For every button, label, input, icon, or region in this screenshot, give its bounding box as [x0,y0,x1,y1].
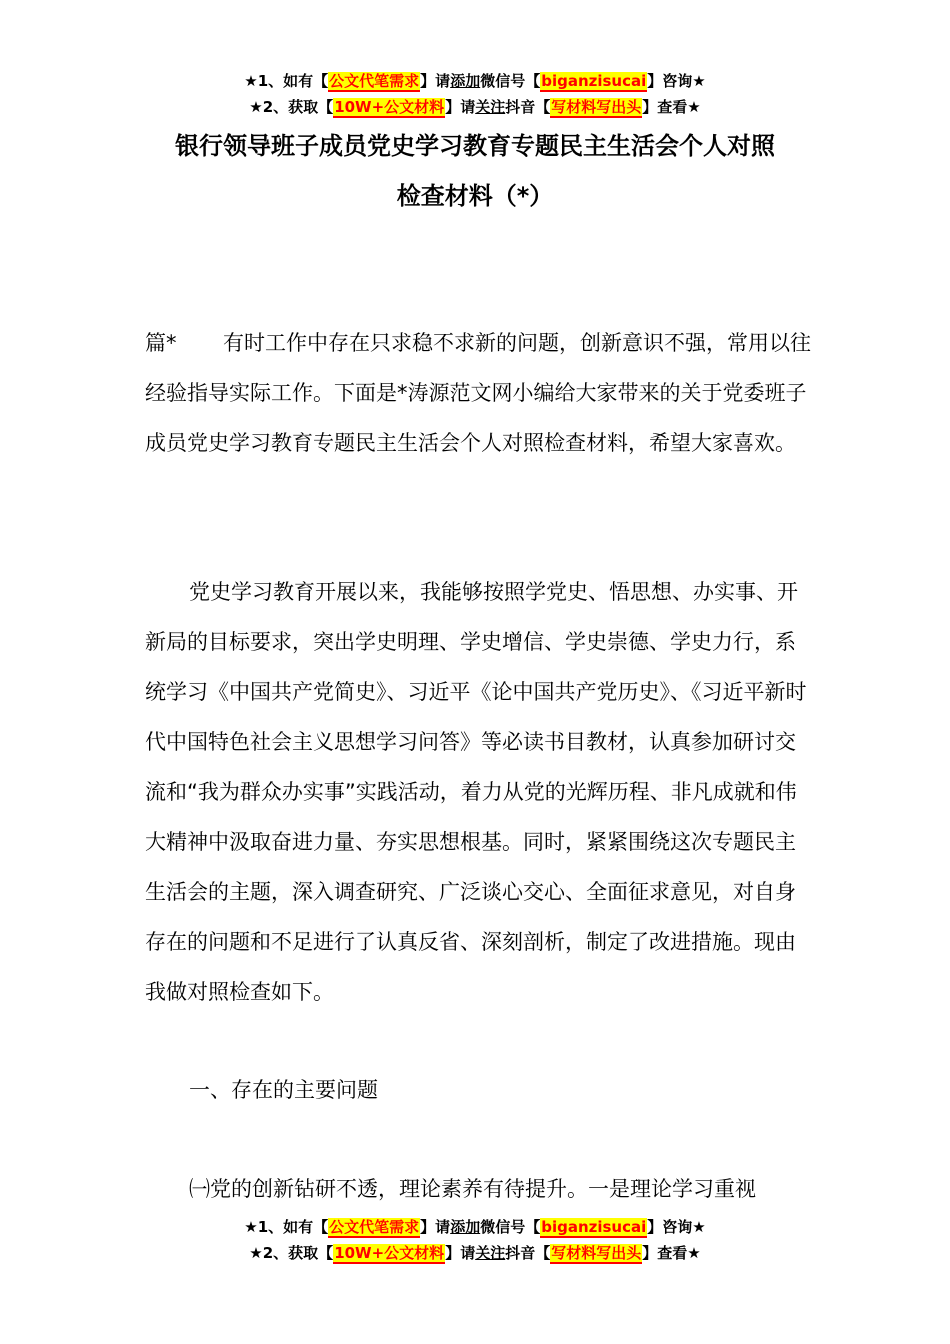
subsection-paragraph: ㈠党的创新钻研不透，理论素养有待提升。一是理论学习重视 [189,1177,756,1201]
banner-highlight: 写材料写出头 [551,1244,642,1262]
document-title-line-2: 检查材料（*） [396,182,554,210]
banner-text: 】查看★ [642,1244,701,1262]
banner-highlight: biganzisucai [541,1218,647,1236]
banner-text: 】请 [420,1218,451,1236]
body-paragraph: 党史学习教育开展以来，我能够按照学党史、悟思想、办实事、开新局的目标要求，突出学史明理、学史增信、学史崇德、学史力行，系统学习《中国共产党简史》、习近平《论中国共产党历史》、《习近平新时代中国特色社会主义思想学习问答》等必读书目教材，认真参加研讨交流和“我为群众办实事”实践活动，着力从党的光辉历程、非凡成就和伟大精神中汲取奋进力量、夯实思想根基。同时，紧紧围绕这次专题民主生活会的主题，深入调查研究、广泛谈心交心、全面征求意见，对自身存在的问题和不足进行了认真反省、深刻剖析，制定了改进措施。现由我做对照检查如下。 [145,580,807,1004]
banner-text: 抖音【 [505,1244,551,1262]
banner-text: 】查看★ [642,98,701,116]
banner-highlight: 10W+公文材料 [334,98,445,116]
banner-text: 】咨询★ [647,72,706,90]
banner-underlined: 添加 [450,1218,481,1236]
banner-text: 】咨询★ [647,1218,706,1236]
banner-text: 】请 [420,72,451,90]
document-title-line-1: 银行领导班子成员党史学习教育专题民主生活会个人对照 [175,132,775,160]
banner-underlined: 关注 [475,98,506,116]
banner-text: 抖音【 [505,98,551,116]
banner-highlight: 写材料写出头 [551,98,642,116]
banner-text: ★2、获取【 [249,1244,334,1262]
banner-underlined: 添加 [450,72,481,90]
banner-text: 】请 [445,1244,476,1262]
banner-highlight: biganzisucai [541,72,647,90]
banner-highlight: 公文代笔需求 [329,1218,420,1236]
banner-underlined: 关注 [475,1244,506,1262]
banner-text: ★1、如有【 [244,1218,329,1236]
banner-line-1 [0,68,950,94]
footer-banner [0,1214,950,1266]
banner-text: ★2、获取【 [249,98,334,116]
banner-highlight: 10W+公文材料 [334,1244,445,1262]
banner-text: 微信号【 [480,72,541,90]
banner-text: ★1、如有【 [244,72,329,90]
banner-line-2 [0,94,950,120]
banner-line-1 [0,1214,950,1240]
banner-line-2 [0,1240,950,1266]
banner-text: 】请 [445,98,476,116]
section-heading: 一、存在的主要问题 [189,1078,378,1102]
intro-lead: 篇* [145,331,177,355]
intro-text: 有时工作中存在只求稳不求新的问题，创新意识不强，常用以往经验指导实际工作。下面是*涛源范文网小编给大家带来的关于党委班子成员党史学习教育专题民主生活会个人对照检查材料，希望大家喜欢。 [145,331,811,455]
banner-highlight: 公文代笔需求 [329,72,420,90]
header-banner [0,68,950,120]
banner-text: 微信号【 [480,1218,541,1236]
intro-paragraph [145,318,813,468]
